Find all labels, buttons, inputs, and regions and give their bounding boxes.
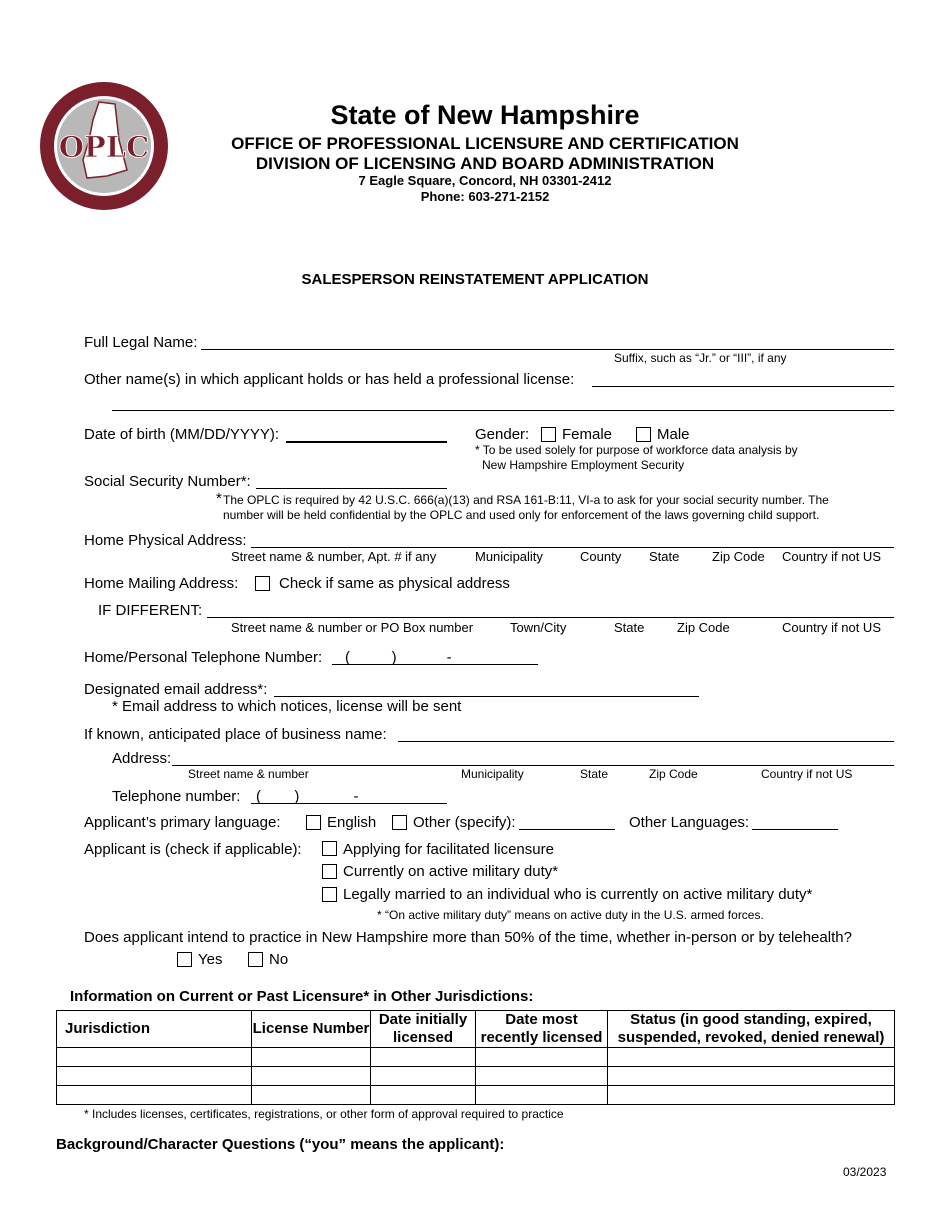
- phys-county-caption: County: [580, 549, 622, 564]
- table-cell[interactable]: [371, 1086, 476, 1105]
- female-label: Female: [562, 426, 613, 443]
- home-mailing-label: Home Mailing Address:: [84, 575, 239, 592]
- other-languages-label: Other Languages:: [629, 814, 750, 831]
- practice-question: Does applicant intend to practice in New Hampshire more than 50% of the time, whether in-person or by telehealth?: [84, 929, 852, 946]
- table-cell[interactable]: [371, 1048, 476, 1067]
- table-cell[interactable]: [476, 1067, 608, 1086]
- email-input[interactable]: [274, 696, 699, 697]
- table-cell[interactable]: [608, 1086, 895, 1105]
- mail-country-caption: Country if not US: [782, 620, 881, 635]
- biz-country-caption: Country if not US: [761, 767, 853, 781]
- mail-state-caption: State: [614, 620, 645, 635]
- other-language-checkbox[interactable]: [392, 815, 407, 830]
- home-phone-template: ( ) -: [345, 649, 452, 666]
- female-checkbox[interactable]: [541, 427, 556, 442]
- svg-text:OPLC: OPLC: [58, 130, 150, 164]
- ssn-input[interactable]: [256, 488, 447, 489]
- business-name-input[interactable]: [398, 741, 894, 742]
- same-as-physical-label: Check if same as physical address: [279, 575, 510, 592]
- office-address: 7 Eagle Square, Concord, NH 03301-2412: [358, 173, 612, 188]
- home-physical-label: Home Physical Address:: [84, 532, 247, 549]
- phys-state-caption: State: [649, 549, 680, 564]
- division-name: DIVISION OF LICENSING AND BOARD ADMINISTRATION: [255, 154, 715, 173]
- home-physical-input[interactable]: [251, 547, 894, 548]
- practice-yes-label: Yes: [198, 951, 223, 968]
- table-row: [57, 1067, 895, 1086]
- table-cell[interactable]: [252, 1086, 371, 1105]
- table-cell[interactable]: [252, 1048, 371, 1067]
- gender-note-2: New Hampshire Employment Security: [482, 458, 685, 472]
- col-date-initially: Date initially licensed: [371, 1011, 476, 1048]
- table-cell[interactable]: [608, 1067, 895, 1086]
- form-date: 03/2023: [843, 1165, 887, 1179]
- other-names-label: Other name(s) in which applicant holds or has held a professional license:: [84, 371, 575, 388]
- business-phone-template: ( ) -: [256, 788, 359, 805]
- business-phone-label: Telephone number:: [112, 788, 241, 805]
- business-address-input[interactable]: [172, 765, 894, 766]
- mail-town-caption: Town/City: [510, 620, 567, 635]
- dob-input[interactable]: [286, 441, 447, 443]
- biz-state-caption: State: [580, 767, 609, 781]
- phys-zip-caption: Zip Code: [712, 549, 765, 564]
- other-languages-input[interactable]: [752, 829, 838, 830]
- business-name-label: If known, anticipated place of business name:: [84, 726, 387, 743]
- facilitated-checkbox[interactable]: [322, 841, 337, 856]
- other-names-input-line2[interactable]: [112, 410, 894, 411]
- licensure-footnote: * Includes licenses, certificates, registrations, or other form of approval required to practice: [84, 1107, 564, 1121]
- male-checkbox[interactable]: [636, 427, 651, 442]
- dob-label: Date of birth (MM/DD/YYYY):: [84, 426, 280, 443]
- phys-muni-caption: Municipality: [475, 549, 543, 564]
- col-date-recent: Date most recently licensed: [476, 1011, 608, 1048]
- full-name-input[interactable]: [201, 349, 894, 350]
- biz-muni-caption: Municipality: [461, 767, 524, 781]
- english-label: English: [327, 814, 377, 831]
- email-label: Designated email address*:: [84, 681, 268, 698]
- phys-street-caption: Street name & number, Apt. # if any: [231, 549, 437, 564]
- married-military-label: Legally married to an individual who is currently on active military duty*: [343, 886, 813, 903]
- mailing-address-input[interactable]: [207, 617, 894, 618]
- table-cell[interactable]: [57, 1067, 252, 1086]
- male-label: Male: [657, 426, 690, 443]
- office-phone: Phone: 603-271-2152: [420, 189, 550, 204]
- ssn-note-1: The OPLC is required by 42 U.S.C. 666(a)(13) and RSA 161-B:11, VI-a to ask for your social security number. The: [223, 493, 829, 507]
- applicant-is-label: Applicant is (check if applicable):: [84, 841, 302, 858]
- email-note: * Email address to which notices, license will be sent: [112, 698, 462, 715]
- col-status: Status (in good standing, expired, suspended, revoked, denied renewal): [608, 1011, 895, 1048]
- office-name: OFFICE OF PROFESSIONAL LICENSURE AND CERTIFICATION: [231, 134, 739, 153]
- mail-street-caption: Street name & number or PO Box number: [231, 620, 474, 635]
- military-note: * “On active military duty” means on active duty in the U.S. armed forces.: [377, 908, 764, 922]
- english-checkbox[interactable]: [306, 815, 321, 830]
- table-cell[interactable]: [57, 1086, 252, 1105]
- language-label: Applicant’s primary language:: [84, 814, 281, 831]
- licensure-table: [56, 1010, 895, 1105]
- other-specify-label: Other (specify):: [413, 814, 516, 831]
- business-address-label: Address:: [112, 750, 172, 767]
- ssn-note-star: *: [216, 490, 222, 507]
- col-jurisdiction: Jurisdiction: [57, 1011, 252, 1048]
- table-cell[interactable]: [476, 1086, 608, 1105]
- gender-label: Gender:: [475, 426, 530, 443]
- suffix-note: Suffix, such as “Jr.” or “III”, if any: [614, 351, 787, 365]
- biz-zip-caption: Zip Code: [649, 767, 698, 781]
- married-military-checkbox[interactable]: [322, 887, 337, 902]
- if-different-label: IF DIFFERENT:: [98, 602, 203, 619]
- practice-yes-checkbox[interactable]: [177, 952, 192, 967]
- gender-note-1: * To be used solely for purpose of workforce data analysis by: [475, 443, 798, 457]
- other-language-input[interactable]: [519, 829, 615, 830]
- table-row: [57, 1086, 895, 1105]
- active-military-checkbox[interactable]: [322, 864, 337, 879]
- ssn-label: Social Security Number*:: [84, 473, 251, 490]
- form-title: SALESPERSON REINSTATEMENT APPLICATION: [301, 271, 649, 288]
- other-names-input[interactable]: [592, 386, 894, 387]
- phys-country-caption: Country if not US: [782, 549, 881, 564]
- table-row: [57, 1048, 895, 1067]
- licensure-table-heading: Information on Current or Past Licensure* in Other Jurisdictions:: [70, 988, 534, 1005]
- facilitated-label: Applying for facilitated licensure: [343, 841, 554, 858]
- table-cell[interactable]: [371, 1067, 476, 1086]
- home-phone-label: Home/Personal Telephone Number:: [84, 649, 323, 666]
- biz-street-caption: Street name & number: [188, 767, 309, 781]
- full-name-label: Full Legal Name:: [84, 334, 198, 351]
- practice-no-checkbox[interactable]: [248, 952, 263, 967]
- mail-zip-caption: Zip Code: [677, 620, 730, 635]
- table-cell[interactable]: [476, 1048, 608, 1067]
- background-heading: Background/Character Questions (“you” means the applicant):: [56, 1136, 505, 1153]
- table-cell[interactable]: [608, 1048, 895, 1067]
- col-license-number: License Number: [252, 1011, 371, 1048]
- state-title: State of New Hampshire: [330, 100, 640, 130]
- practice-no-label: No: [269, 951, 289, 968]
- same-as-physical-checkbox[interactable]: [255, 576, 270, 591]
- ssn-note-2: number will be held confidential by the OPLC and used only for enforcement of the laws governing child support.: [223, 508, 820, 522]
- active-military-label: Currently on active military duty*: [343, 863, 559, 880]
- table-cell[interactable]: [57, 1048, 252, 1067]
- table-cell[interactable]: [252, 1067, 371, 1086]
